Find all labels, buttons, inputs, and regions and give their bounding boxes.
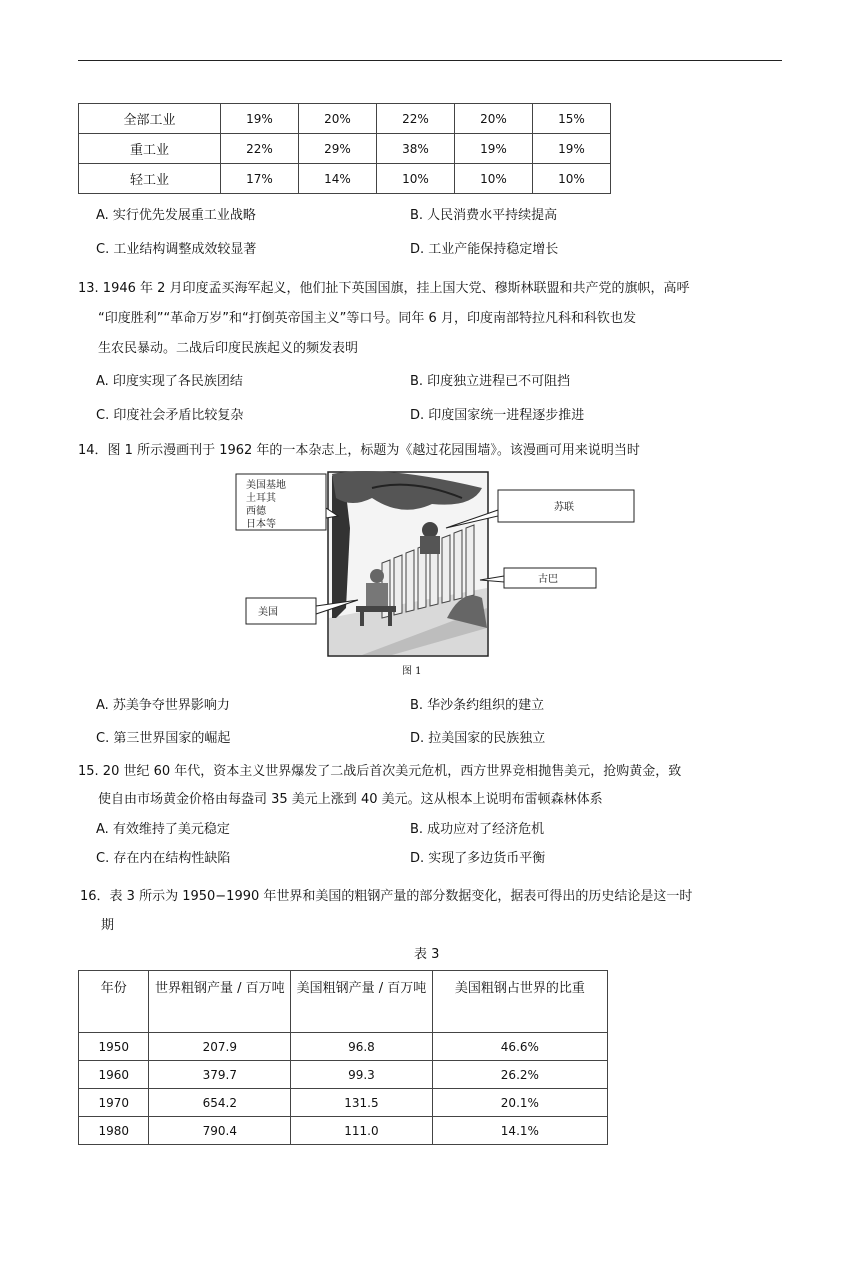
table-cell: 22%: [377, 104, 455, 134]
option-d: D. 实现了多边货币平衡: [410, 851, 546, 866]
table-cell: 1960: [79, 1061, 149, 1089]
row-label: 重工业: [79, 134, 221, 164]
table-row: [79, 104, 611, 134]
table-cell: 19%: [221, 104, 299, 134]
option-c: C. 印度社会矛盾比较复杂: [96, 408, 244, 423]
table-cell: 20%: [455, 104, 533, 134]
option-a: A. 实行优先发展重工业战略: [96, 208, 256, 223]
table-cell: 1980: [79, 1117, 149, 1145]
table-cell: 379.7: [149, 1061, 291, 1089]
option-b: B. 华沙条约组织的建立: [410, 698, 545, 713]
question-15-line-1: 15. 20 世纪 60 年代，资本主义世界爆发了二战后首次美元危机，西方世界竞相抛售美元，抢购黄金，致: [78, 764, 682, 779]
table-cell: 1950: [79, 1033, 149, 1061]
question-13-line-3: 生农民暴动。二战后印度民族起义的频发表明: [98, 341, 359, 356]
question-13-line-1: 13. 1946 年 2 月印度孟买海军起义，他们扯下英国国旗，挂上国大党、穆斯林联盟和共产党的旗帜，高呼: [78, 281, 690, 296]
column-header: 美国粗钢占世界的比重: [432, 971, 607, 1033]
option-a: A. 苏美争夺世界影响力: [96, 698, 230, 713]
table-row: [79, 1033, 608, 1061]
question-15-line-2: 使自由市场黄金价格由每盎司 35 美元上涨到 40 美元。这从根本上说明布雷顿森林体系: [98, 792, 603, 807]
table-row: [79, 134, 611, 164]
label-bases-3: 西德: [246, 506, 266, 517]
table-cell: 790.4: [149, 1117, 291, 1145]
table-cell: 38%: [377, 134, 455, 164]
option-b: B. 成功应对了经济危机: [410, 822, 545, 837]
table-row: [79, 1117, 608, 1145]
row-label: 全部工业: [79, 104, 221, 134]
table-cell: 46.6%: [432, 1033, 607, 1061]
table-cell: 26.2%: [432, 1061, 607, 1089]
option-d: D. 印度国家统一进程逐步推进: [410, 408, 585, 423]
table-cell: 19%: [533, 134, 611, 164]
table-cell: 111.0: [291, 1117, 433, 1145]
option-d: D. 工业产能保持稳定增长: [410, 242, 559, 257]
table-title: 表 3: [414, 947, 440, 962]
column-header: 年份: [79, 971, 149, 1033]
table-cell: 22%: [221, 134, 299, 164]
table-cell: 20%: [299, 104, 377, 134]
question-13-line-2: “印度胜利”“革命万岁”和“打倒英帝国主义”等口号。同年 6 月，印度南部特拉凡科和科钦也发: [98, 311, 636, 326]
question-16-line-2: 期: [101, 918, 115, 933]
option-c: C. 第三世界国家的崛起: [96, 731, 231, 746]
table-cell: 14%: [299, 164, 377, 194]
table-cell: 15%: [533, 104, 611, 134]
cartoon-illustration: [232, 468, 638, 680]
table-cell: 20.1%: [432, 1089, 607, 1117]
table-cell: 17%: [221, 164, 299, 194]
table-cell: 96.8: [291, 1033, 433, 1061]
table-cell: 654.2: [149, 1089, 291, 1117]
option-b: B. 人民消费水平持续提高: [410, 208, 558, 223]
option-a: A. 有效维持了美元稳定: [96, 822, 230, 837]
table-cell: 10%: [377, 164, 455, 194]
industry-growth-table: [78, 103, 611, 194]
table-row: [79, 164, 611, 194]
table-cell: 29%: [299, 134, 377, 164]
question-14-line-1: 14．图 1 所示漫画刊于 1962 年的一本杂志上，标题为《越过花园围墙》。该漫画可用来说明当时: [78, 443, 640, 458]
column-header: 世界粗钢产量 / 百万吨: [149, 971, 291, 1033]
option-d: D. 拉美国家的民族独立: [410, 731, 546, 746]
table-cell: 19%: [455, 134, 533, 164]
label-bases-4: 日本等: [246, 519, 276, 530]
option-c: C. 存在内在结构性缺陷: [96, 851, 231, 866]
option-b: B. 印度独立进程已不可阻挡: [410, 374, 571, 389]
label-usa: 美国: [258, 607, 278, 618]
table-cell: 10%: [533, 164, 611, 194]
table-cell: 14.1%: [432, 1117, 607, 1145]
column-header: 美国粗钢产量 / 百万吨: [291, 971, 433, 1033]
table-header-row: [79, 971, 608, 1033]
label-bases-2: 土耳其: [246, 493, 276, 504]
figure-caption: 图 1: [402, 666, 422, 677]
option-a: A. 印度实现了各民族团结: [96, 374, 243, 389]
label-ussr: 苏联: [554, 502, 574, 513]
label-bases-1: 美国基地: [246, 480, 286, 491]
question-16-line-1: 16．表 3 所示为 1950−1990 年世界和美国的粗钢产量的部分数据变化，据表可得出的历史结论是这一时: [80, 889, 693, 904]
cartoon-figure: [232, 468, 638, 680]
label-cuba: 古巴: [538, 574, 558, 585]
header-rule: [78, 60, 782, 61]
table-row: [79, 1089, 608, 1117]
option-c: C. 工业结构调整成效较显著: [96, 242, 257, 257]
table-cell: 1970: [79, 1089, 149, 1117]
steel-output-table: [78, 970, 608, 1145]
table-row: [79, 1061, 608, 1089]
row-label: 轻工业: [79, 164, 221, 194]
table-cell: 10%: [455, 164, 533, 194]
table-cell: 207.9: [149, 1033, 291, 1061]
table-cell: 131.5: [291, 1089, 433, 1117]
table-cell: 99.3: [291, 1061, 433, 1089]
